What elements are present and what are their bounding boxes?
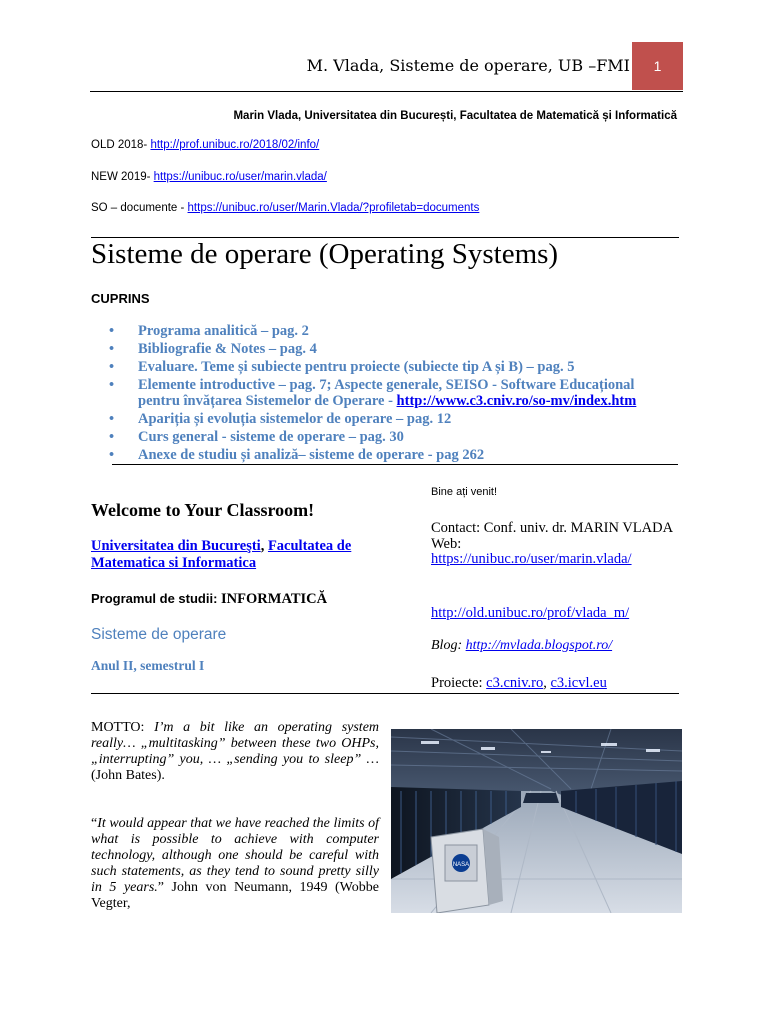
course-name: Sisteme de operare: [91, 626, 227, 643]
ref-new-link[interactable]: https://unibuc.ro/user/marin.vlada/: [153, 171, 327, 183]
toc-item[interactable]: [109, 359, 679, 375]
toc-item-text: Evaluare. Teme și subiecte pentru proiecte (subiecte tip A și B) – pag. 5: [138, 359, 575, 375]
toc-item[interactable]: [109, 323, 679, 339]
quote-attribution: John von Neumann, 1949 (Wobbe Vegter,: [91, 880, 379, 911]
web-link[interactable]: https://unibuc.ro/user/marin.vlada/: [431, 551, 632, 567]
blog-link[interactable]: http://mvlada.blogspot.ro/: [465, 638, 613, 653]
projects-link-c3icvl[interactable]: c3.icvl.eu: [550, 675, 607, 691]
bullet-icon: •: [109, 447, 115, 463]
bullet-icon: •: [109, 359, 115, 375]
supercomputer-photo: [391, 729, 682, 913]
ref-new: [91, 171, 327, 183]
welcome-heading: Welcome to Your Classroom!: [91, 500, 315, 520]
von-neumann-quote: [91, 816, 379, 912]
ref-old-label: OLD 2018-: [91, 139, 151, 151]
motto: [91, 720, 379, 784]
toc-item-text: Elemente introductive – pag. 7; Aspecte generale, SEISO - Software Educațional pentru învățarea Sistemelor de Operare -: [138, 377, 635, 409]
link-separator: ,: [260, 538, 268, 554]
bullet-icon: •: [109, 341, 115, 357]
quote-close-mark: ”: [157, 880, 164, 895]
page-title: Sisteme de operare (Operating Systems): [91, 238, 559, 270]
projects-link-c3cniv[interactable]: c3.cniv.ro: [486, 675, 544, 691]
table-of-contents: [109, 323, 679, 465]
motto-attribution: (John Bates).: [91, 768, 165, 783]
study-program-label: Programul de studii:: [91, 591, 218, 606]
toc-item-text: Curs general - sisteme de operare – pag. 30: [138, 429, 404, 445]
toc-item[interactable]: [109, 341, 679, 357]
university-links: [91, 538, 391, 572]
old-site: [431, 605, 629, 622]
welcome-ro: Bine ați venit!: [431, 486, 498, 498]
study-program-value: INFORMATICĂ: [221, 591, 328, 607]
ref-documents-link[interactable]: https://unibuc.ro/user/Marin.Vlada/?profiletab=documents: [187, 202, 480, 214]
toc-item-text: Bibliografie & Notes – pag. 4: [138, 341, 317, 357]
blog-label: Blog:: [431, 638, 466, 653]
toc-item-link[interactable]: http://www.c3.cniv.ro/so-mv/index.htm: [396, 393, 637, 409]
bullet-icon: •: [109, 411, 115, 427]
university-link[interactable]: Universitatea din Bucureşti: [91, 538, 261, 554]
projects: [431, 675, 607, 692]
toc-item-text: Apariția și evoluția sistemelor de operare – pag. 12: [138, 411, 452, 427]
header-divider: [90, 91, 683, 92]
blog: [431, 638, 612, 654]
bullet-icon: •: [109, 377, 115, 393]
ref-new-label: NEW 2019-: [91, 171, 154, 183]
toc-item[interactable]: [109, 447, 679, 463]
toc-item-text: Anexe de studiu și analiză– sisteme de operare - pag 262: [138, 447, 485, 463]
projects-separator: ,: [543, 675, 551, 691]
faculty-link[interactable]: Facultatea de Matematica si Informatica: [91, 538, 352, 571]
nasa-logo-text: NASA: [452, 862, 470, 868]
section-bottom-rule: [91, 693, 679, 694]
bullet-icon: •: [109, 323, 115, 339]
ref-documents-label: SO – documente -: [91, 202, 188, 214]
bullet-icon: •: [109, 429, 115, 445]
header-title: M. Vlada, Sisteme de operare, UB –FMI: [306, 56, 630, 75]
toc-item[interactable]: [109, 377, 679, 409]
author-line: Marin Vlada, Universitatea din București, Facultatea de Matematică și Informatică: [233, 110, 677, 122]
toc-item[interactable]: [109, 411, 679, 427]
web-label: Web:: [431, 535, 462, 552]
contact-name: Contact: Conf. univ. dr. MARIN VLADA: [431, 520, 674, 536]
page-number-badge: 1: [632, 42, 683, 90]
ref-documents: [91, 202, 479, 214]
toc-item[interactable]: [109, 429, 679, 445]
quote-text: It would appear that we have reached the limits of what is possible to achieve with computer technology, although one should be careful with such statements, as they tend to sound pretty silly in 5 years.: [91, 816, 379, 895]
motto-quote: I’m a bit like an operating system really… „multitasking” between these two OHPs, „interrupting” you, … „sending you to sleep” …: [91, 720, 380, 767]
projects-label: Proiecte:: [431, 675, 487, 691]
ref-old-link[interactable]: http://prof.unibuc.ro/2018/02/info/: [150, 139, 320, 151]
contact-block: [431, 521, 681, 568]
toc-bottom-rule: [112, 464, 678, 465]
course-year: Anul II, semestrul I: [91, 658, 205, 673]
contents-heading: CUPRINS: [91, 291, 150, 306]
ref-old: [91, 139, 319, 151]
old-site-link[interactable]: http://old.unibuc.ro/prof/vlada_m/: [431, 605, 630, 621]
study-program: [91, 591, 327, 608]
toc-item-text: Programa analitică – pag. 2: [138, 323, 309, 339]
quote-open-mark: “: [91, 816, 98, 831]
supercomputer-image: [391, 729, 682, 913]
motto-label: MOTTO:: [91, 720, 145, 735]
